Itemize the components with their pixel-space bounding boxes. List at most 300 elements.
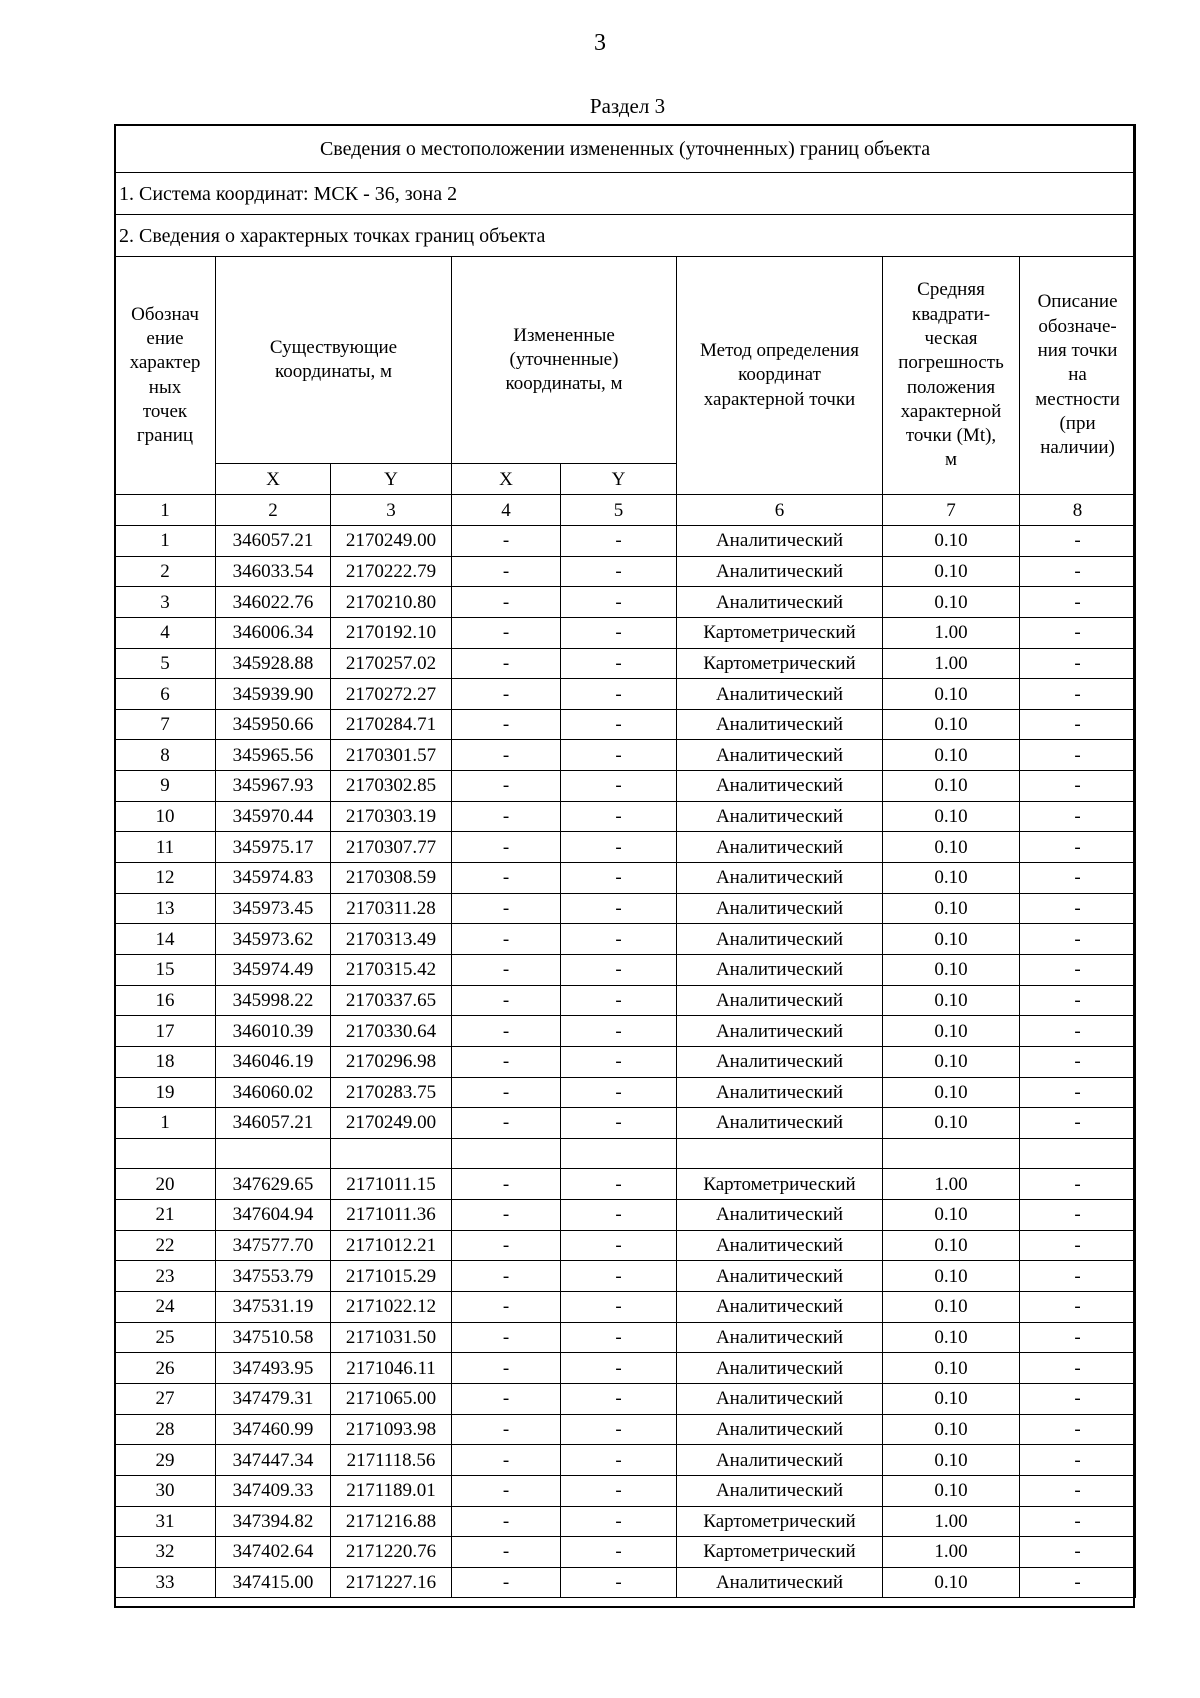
error-cell: 0.10 — [883, 740, 1020, 771]
existing-x-cell: 347531.19 — [216, 1292, 331, 1323]
changed-y-cell: - — [561, 1414, 677, 1445]
existing-x-cell: 347604.94 — [216, 1200, 331, 1231]
changed-x-cell: - — [452, 679, 561, 710]
error-cell: 1.00 — [883, 1537, 1020, 1568]
existing-y-cell: 2170315.42 — [331, 954, 452, 985]
table-row — [115, 617, 1136, 648]
existing-x-cell: 345975.17 — [216, 832, 331, 863]
method-cell: Аналитический — [677, 679, 883, 710]
existing-x-cell: 346057.21 — [216, 526, 331, 557]
description-cell: - — [1020, 771, 1136, 802]
existing-x-cell: 345967.93 — [216, 771, 331, 802]
existing-x-cell: 347510.58 — [216, 1322, 331, 1353]
method-cell: Аналитический — [677, 1322, 883, 1353]
changed-x-cell: - — [452, 924, 561, 955]
method-cell: Аналитический — [677, 1200, 883, 1231]
empty-cell — [216, 1138, 331, 1169]
point-number-cell: 1 — [115, 526, 216, 557]
point-number-cell: 5 — [115, 648, 216, 679]
existing-x-cell: 345928.88 — [216, 648, 331, 679]
method-cell: Картометрический — [677, 1506, 883, 1537]
error-cell: 0.10 — [883, 679, 1020, 710]
empty-cell — [561, 1138, 677, 1169]
column-number: 8 — [1020, 495, 1136, 526]
changed-y-cell: - — [561, 1108, 677, 1139]
description-cell: - — [1020, 1445, 1136, 1476]
method-cell: Аналитический — [677, 709, 883, 740]
table-row — [115, 1200, 1136, 1231]
error-cell: 0.10 — [883, 1046, 1020, 1077]
method-cell: Аналитический — [677, 1445, 883, 1476]
page-number: 3 — [594, 30, 606, 56]
column-number: 3 — [331, 495, 452, 526]
description-cell: - — [1020, 863, 1136, 894]
existing-x-cell: 346006.34 — [216, 617, 331, 648]
existing-y-cell: 2170303.19 — [331, 801, 452, 832]
existing-x-cell: 345973.62 — [216, 924, 331, 955]
point-number-cell: 32 — [115, 1537, 216, 1568]
point-number-cell: 23 — [115, 1261, 216, 1292]
existing-x-cell: 347447.34 — [216, 1445, 331, 1476]
description-cell: - — [1020, 1567, 1136, 1598]
existing-y-cell: 2170222.79 — [331, 556, 452, 587]
description-cell: - — [1020, 893, 1136, 924]
header-x-changed: X — [452, 464, 561, 495]
existing-x-cell: 345974.49 — [216, 954, 331, 985]
changed-x-cell: - — [452, 1506, 561, 1537]
method-cell: Аналитический — [677, 1046, 883, 1077]
error-cell: 0.10 — [883, 1475, 1020, 1506]
description-cell: - — [1020, 1322, 1136, 1353]
changed-y-cell: - — [561, 1383, 677, 1414]
changed-x-cell: - — [452, 1445, 561, 1476]
error-cell: 0.10 — [883, 1353, 1020, 1384]
description-cell: - — [1020, 1230, 1136, 1261]
description-cell: - — [1020, 1353, 1136, 1384]
error-cell: 0.10 — [883, 1567, 1020, 1598]
table-row — [115, 1414, 1136, 1445]
changed-y-cell: - — [561, 617, 677, 648]
changed-x-cell: - — [452, 832, 561, 863]
changed-y-cell: - — [561, 1046, 677, 1077]
description-cell: - — [1020, 1292, 1136, 1323]
error-cell: 1.00 — [883, 1506, 1020, 1537]
error-cell: 0.10 — [883, 709, 1020, 740]
error-cell: 0.10 — [883, 587, 1020, 618]
method-cell: Аналитический — [677, 1230, 883, 1261]
error-cell: 0.10 — [883, 893, 1020, 924]
existing-y-cell: 2170302.85 — [331, 771, 452, 802]
existing-y-cell: 2171011.36 — [331, 1200, 452, 1231]
description-cell: - — [1020, 1200, 1136, 1231]
point-number-cell: 22 — [115, 1230, 216, 1261]
changed-x-cell: - — [452, 556, 561, 587]
changed-y-cell: - — [561, 893, 677, 924]
header-description: Описание обозначе- ния точки на местности (при наличии) — [1020, 257, 1136, 495]
description-cell: - — [1020, 648, 1136, 679]
changed-y-cell: - — [561, 587, 677, 618]
existing-y-cell: 2170284.71 — [331, 709, 452, 740]
point-number-cell: 31 — [115, 1506, 216, 1537]
existing-x-cell: 346060.02 — [216, 1077, 331, 1108]
column-number: 4 — [452, 495, 561, 526]
changed-y-cell: - — [561, 1537, 677, 1568]
table-row — [115, 1353, 1136, 1384]
header-changed-coordinates: Измененные (уточненные) координаты, м — [452, 257, 677, 464]
existing-x-cell: 345998.22 — [216, 985, 331, 1016]
table-row — [115, 587, 1136, 618]
method-cell: Аналитический — [677, 1383, 883, 1414]
table-row — [115, 679, 1136, 710]
empty-cell — [115, 1138, 216, 1169]
method-cell: Аналитический — [677, 893, 883, 924]
table-row — [115, 526, 1136, 557]
method-cell: Картометрический — [677, 648, 883, 679]
empty-cell — [331, 1138, 452, 1169]
column-numbers-row — [115, 495, 1136, 526]
changed-y-cell: - — [561, 832, 677, 863]
header-method: Метод определения координат характерной точки — [677, 257, 883, 495]
description-cell: - — [1020, 801, 1136, 832]
description-cell: - — [1020, 679, 1136, 710]
method-cell: Аналитический — [677, 740, 883, 771]
point-number-cell: 14 — [115, 924, 216, 955]
description-cell: - — [1020, 709, 1136, 740]
error-cell: 0.10 — [883, 985, 1020, 1016]
point-number-cell: 13 — [115, 893, 216, 924]
changed-x-cell: - — [452, 587, 561, 618]
method-cell: Аналитический — [677, 832, 883, 863]
table-row — [115, 985, 1136, 1016]
method-cell: Аналитический — [677, 1077, 883, 1108]
existing-y-cell: 2171031.50 — [331, 1322, 452, 1353]
point-number-cell: 27 — [115, 1383, 216, 1414]
description-cell: - — [1020, 1537, 1136, 1568]
column-number: 7 — [883, 495, 1020, 526]
existing-x-cell: 347460.99 — [216, 1414, 331, 1445]
existing-x-cell: 347409.33 — [216, 1475, 331, 1506]
point-number-cell: 24 — [115, 1292, 216, 1323]
existing-x-cell: 347402.64 — [216, 1537, 331, 1568]
method-cell: Картометрический — [677, 1537, 883, 1568]
table-row — [115, 648, 1136, 679]
point-number-cell: 30 — [115, 1475, 216, 1506]
existing-x-cell: 345950.66 — [216, 709, 331, 740]
changed-y-cell: - — [561, 1077, 677, 1108]
point-number-cell: 3 — [115, 587, 216, 618]
changed-y-cell: - — [561, 1016, 677, 1047]
changed-y-cell: - — [561, 863, 677, 894]
table-row — [115, 1445, 1136, 1476]
description-cell: - — [1020, 924, 1136, 955]
method-cell: Аналитический — [677, 1292, 883, 1323]
existing-y-cell: 2171216.88 — [331, 1506, 452, 1537]
section-title: Раздел 3 — [589, 94, 666, 118]
table-row — [115, 1108, 1136, 1139]
description-cell: - — [1020, 1046, 1136, 1077]
error-cell: 0.10 — [883, 1292, 1020, 1323]
header-y-changed: Y — [561, 464, 677, 495]
existing-y-cell: 2170311.28 — [331, 893, 452, 924]
changed-x-cell: - — [452, 1169, 561, 1200]
method-cell: Аналитический — [677, 924, 883, 955]
changed-x-cell: - — [452, 1475, 561, 1506]
method-cell: Аналитический — [677, 1414, 883, 1445]
changed-y-cell: - — [561, 648, 677, 679]
existing-x-cell: 347493.95 — [216, 1353, 331, 1384]
error-cell: 0.10 — [883, 1200, 1020, 1231]
method-cell: Аналитический — [677, 771, 883, 802]
method-cell: Аналитический — [677, 1567, 883, 1598]
changed-y-cell: - — [561, 740, 677, 771]
table-row — [115, 1537, 1136, 1568]
table-row — [115, 556, 1136, 587]
empty-cell — [1020, 1138, 1136, 1169]
changed-y-cell: - — [561, 954, 677, 985]
error-cell: 0.10 — [883, 1445, 1020, 1476]
error-cell: 0.10 — [883, 1414, 1020, 1445]
changed-x-cell: - — [452, 1322, 561, 1353]
changed-x-cell: - — [452, 1108, 561, 1139]
existing-x-cell: 345970.44 — [216, 801, 331, 832]
description-cell: - — [1020, 587, 1136, 618]
error-cell: 0.10 — [883, 1016, 1020, 1047]
changed-x-cell: - — [452, 1261, 561, 1292]
description-cell: - — [1020, 832, 1136, 863]
table-row — [115, 1292, 1136, 1323]
point-number-cell: 7 — [115, 709, 216, 740]
changed-y-cell: - — [561, 1230, 677, 1261]
error-cell: 0.10 — [883, 1108, 1020, 1139]
existing-y-cell: 2171189.01 — [331, 1475, 452, 1506]
description-cell: - — [1020, 526, 1136, 557]
method-cell: Аналитический — [677, 1108, 883, 1139]
table-row — [115, 1506, 1136, 1537]
changed-x-cell: - — [452, 863, 561, 894]
separator-row — [115, 1138, 1136, 1169]
table-row — [115, 832, 1136, 863]
changed-y-cell: - — [561, 1322, 677, 1353]
point-number-cell: 12 — [115, 863, 216, 894]
error-cell: 0.10 — [883, 863, 1020, 894]
point-number-cell: 1 — [115, 1108, 216, 1139]
point-number-cell: 19 — [115, 1077, 216, 1108]
existing-y-cell: 2170249.00 — [331, 1108, 452, 1139]
changed-x-cell: - — [452, 1077, 561, 1108]
method-cell: Картометрический — [677, 1169, 883, 1200]
method-cell: Аналитический — [677, 801, 883, 832]
point-number-cell: 2 — [115, 556, 216, 587]
changed-y-cell: - — [561, 1292, 677, 1323]
header-designation: Обознач ение характер ных точек границ — [115, 257, 216, 495]
changed-x-cell: - — [452, 1230, 561, 1261]
header-existing-coordinates: Существующие координаты, м — [216, 257, 452, 464]
error-cell: 0.10 — [883, 1322, 1020, 1353]
existing-x-cell: 345965.56 — [216, 740, 331, 771]
changed-y-cell: - — [561, 985, 677, 1016]
existing-y-cell: 2170308.59 — [331, 863, 452, 894]
table-row — [115, 1475, 1136, 1506]
point-number-cell: 9 — [115, 771, 216, 802]
description-cell: - — [1020, 740, 1136, 771]
table-row — [115, 1322, 1136, 1353]
column-number: 6 — [677, 495, 883, 526]
changed-x-cell: - — [452, 1383, 561, 1414]
description-cell: - — [1020, 1414, 1136, 1445]
existing-x-cell: 347553.79 — [216, 1261, 331, 1292]
table-row — [115, 771, 1136, 802]
table-row — [115, 709, 1136, 740]
method-cell: Картометрический — [677, 617, 883, 648]
existing-x-cell: 347479.31 — [216, 1383, 331, 1414]
changed-y-cell: - — [561, 771, 677, 802]
existing-y-cell: 2170330.64 — [331, 1016, 452, 1047]
existing-y-cell: 2171220.76 — [331, 1537, 452, 1568]
changed-x-cell: - — [452, 1353, 561, 1384]
method-cell: Аналитический — [677, 1261, 883, 1292]
existing-y-cell: 2170307.77 — [331, 832, 452, 863]
changed-x-cell: - — [452, 954, 561, 985]
changed-y-cell: - — [561, 924, 677, 955]
column-number: 1 — [115, 495, 216, 526]
changed-x-cell: - — [452, 1414, 561, 1445]
changed-y-cell: - — [561, 1475, 677, 1506]
existing-x-cell: 346010.39 — [216, 1016, 331, 1047]
point-number-cell: 26 — [115, 1353, 216, 1384]
changed-y-cell: - — [561, 679, 677, 710]
existing-y-cell: 2170210.80 — [331, 587, 452, 618]
changed-x-cell: - — [452, 740, 561, 771]
point-number-cell: 10 — [115, 801, 216, 832]
point-number-cell: 8 — [115, 740, 216, 771]
table-row — [115, 1016, 1136, 1047]
error-cell: 0.10 — [883, 771, 1020, 802]
existing-x-cell: 346022.76 — [216, 587, 331, 618]
method-cell: Аналитический — [677, 985, 883, 1016]
error-cell: 1.00 — [883, 648, 1020, 679]
changed-x-cell: - — [452, 1200, 561, 1231]
description-cell: - — [1020, 1108, 1136, 1139]
method-cell: Аналитический — [677, 1016, 883, 1047]
point-number-cell: 28 — [115, 1414, 216, 1445]
existing-y-cell: 2171012.21 — [331, 1230, 452, 1261]
empty-cell — [452, 1138, 561, 1169]
point-number-cell: 17 — [115, 1016, 216, 1047]
error-cell: 1.00 — [883, 617, 1020, 648]
existing-x-cell: 345939.90 — [216, 679, 331, 710]
existing-y-cell: 2171015.29 — [331, 1261, 452, 1292]
changed-x-cell: - — [452, 648, 561, 679]
method-cell: Аналитический — [677, 1353, 883, 1384]
existing-x-cell: 347415.00 — [216, 1567, 331, 1598]
changed-x-cell: - — [452, 709, 561, 740]
table-row — [115, 1230, 1136, 1261]
point-number-cell: 21 — [115, 1200, 216, 1231]
column-number: 5 — [561, 495, 677, 526]
error-cell: 0.10 — [883, 1077, 1020, 1108]
changed-x-cell: - — [452, 893, 561, 924]
point-number-cell: 20 — [115, 1169, 216, 1200]
error-cell: 0.10 — [883, 832, 1020, 863]
header-error: Средняя квадрати- ческая погрешность положения характерной точки (Mt), м — [883, 257, 1020, 495]
table-row — [115, 1567, 1136, 1598]
table-row — [115, 1046, 1136, 1077]
table-row — [115, 1077, 1136, 1108]
error-cell: 1.00 — [883, 1169, 1020, 1200]
point-number-cell: 33 — [115, 1567, 216, 1598]
description-cell: - — [1020, 1383, 1136, 1414]
table-title: Сведения о местоположении измененных (уточненных) границ объекта — [115, 125, 1136, 173]
header-x: X — [216, 464, 331, 495]
changed-x-cell: - — [452, 526, 561, 557]
changed-y-cell: - — [561, 1567, 677, 1598]
points-caption: 2. Сведения о характерных точках границ объекта — [115, 215, 1136, 257]
existing-y-cell: 2171227.16 — [331, 1567, 452, 1598]
description-cell: - — [1020, 617, 1136, 648]
existing-x-cell: 347629.65 — [216, 1169, 331, 1200]
error-cell: 0.10 — [883, 526, 1020, 557]
error-cell: 0.10 — [883, 1383, 1020, 1414]
existing-x-cell: 347394.82 — [216, 1506, 331, 1537]
description-cell: - — [1020, 1261, 1136, 1292]
description-cell: - — [1020, 985, 1136, 1016]
description-cell: - — [1020, 1506, 1136, 1537]
changed-x-cell: - — [452, 1567, 561, 1598]
existing-y-cell: 2171011.15 — [331, 1169, 452, 1200]
changed-y-cell: - — [561, 556, 677, 587]
changed-y-cell: - — [561, 526, 677, 557]
table-row — [115, 1383, 1136, 1414]
changed-y-cell: - — [561, 1169, 677, 1200]
method-cell: Аналитический — [677, 556, 883, 587]
table-row — [115, 801, 1136, 832]
existing-y-cell: 2170272.27 — [331, 679, 452, 710]
changed-x-cell: - — [452, 1292, 561, 1323]
changed-y-cell: - — [561, 801, 677, 832]
method-cell: Аналитический — [677, 863, 883, 894]
existing-y-cell: 2171118.56 — [331, 1445, 452, 1476]
existing-y-cell: 2170301.57 — [331, 740, 452, 771]
changed-y-cell: - — [561, 709, 677, 740]
existing-y-cell: 2170249.00 — [331, 526, 452, 557]
column-number: 2 — [216, 495, 331, 526]
empty-cell — [883, 1138, 1020, 1169]
existing-y-cell: 2171046.11 — [331, 1353, 452, 1384]
existing-y-cell: 2170283.75 — [331, 1077, 452, 1108]
description-cell: - — [1020, 1016, 1136, 1047]
existing-y-cell: 2171093.98 — [331, 1414, 452, 1445]
method-cell: Аналитический — [677, 587, 883, 618]
changed-y-cell: - — [561, 1353, 677, 1384]
table-row — [115, 924, 1136, 955]
table-row — [115, 1169, 1136, 1200]
table-row — [115, 863, 1136, 894]
error-cell: 0.10 — [883, 801, 1020, 832]
error-cell: 0.10 — [883, 924, 1020, 955]
existing-y-cell: 2171022.12 — [331, 1292, 452, 1323]
changed-x-cell: - — [452, 617, 561, 648]
existing-x-cell: 346057.21 — [216, 1108, 331, 1139]
existing-y-cell: 2170192.10 — [331, 617, 452, 648]
existing-x-cell: 345973.45 — [216, 893, 331, 924]
point-number-cell: 15 — [115, 954, 216, 985]
changed-x-cell: - — [452, 1016, 561, 1047]
method-cell: Аналитический — [677, 1475, 883, 1506]
description-cell: - — [1020, 556, 1136, 587]
existing-x-cell: 347577.70 — [216, 1230, 331, 1261]
existing-y-cell: 2170257.02 — [331, 648, 452, 679]
coordinate-system: 1. Система координат: МСК - 36, зона 2 — [115, 173, 1136, 215]
